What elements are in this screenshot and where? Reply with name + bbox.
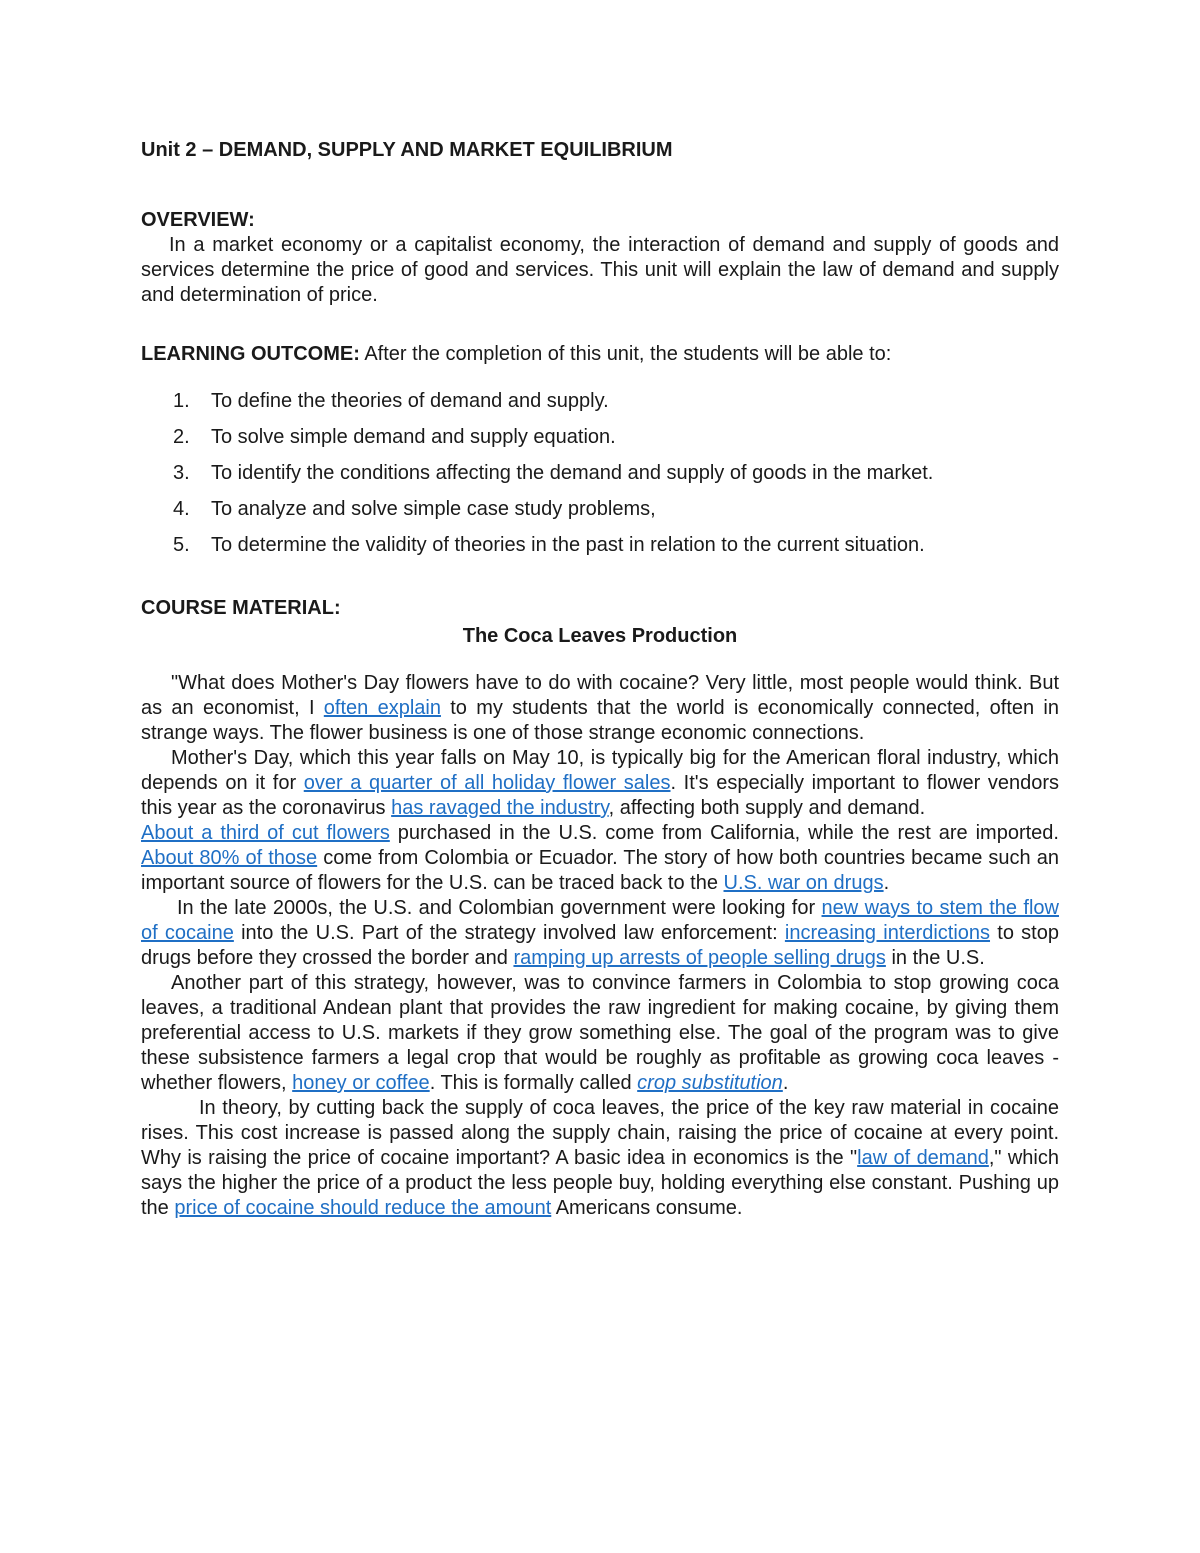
paragraph-text: In theory, by cutting back the supply of coca leaves, the price of the key raw material in cocaine rises. This cost increase is passed along the supply chain, raising the price of cocaine at every point. Why is raising the price of cocaine important? A basic idea in economics is the " [141, 1097, 1059, 1169]
paragraph-2 [141, 746, 1059, 821]
paragraph-1 [141, 671, 1059, 746]
paragraph-text: Mother's Day, which this year falls on May 10, is typically big for the American floral industry, which depends on it for [141, 747, 1059, 794]
link-stem-flow-of-cocaine[interactable]: new ways to stem the flow of cocaine [141, 897, 1059, 944]
list-item [141, 455, 1059, 491]
link-often-explain[interactable]: often explain [323, 697, 441, 719]
link-price-of-cocaine[interactable]: price of cocaine should reduce the amount [174, 1197, 552, 1219]
paragraph-text: "What does Mother's Day flowers have to do with cocaine? Very little, most people would think. But as an economist, I [141, 672, 1059, 719]
link-increasing-interdictions[interactable]: increasing interdictions [784, 922, 991, 944]
paragraph-text: . [883, 872, 890, 894]
overview-text: In a market economy or a capitalist economy, the interaction of demand and supply of goods and services determine the price of good and services. This unit will explain the law of demand and supply and determination of price. [141, 234, 1059, 306]
document-page [141, 137, 1059, 1221]
list-item-number: 2. [173, 426, 190, 448]
paragraph-4 [141, 896, 1059, 971]
list-item [141, 383, 1059, 419]
course-material-heading: COURSE MATERIAL: [141, 597, 341, 619]
list-item-text: To analyze and solve simple case study problems, [211, 498, 656, 520]
story-title: The Coca Leaves Production [462, 625, 738, 647]
paragraph-text: , affecting both supply and demand. [608, 797, 926, 819]
learning-outcome-list [141, 383, 1059, 563]
paragraph-text: come from Colombia or Ecuador. The story of how both countries became such an important source of flowers for the U.S. can be traced back to the [141, 847, 1059, 894]
paragraph-6 [141, 1096, 1059, 1221]
learning-outcome [141, 342, 1059, 367]
paragraph-text: purchased in the U.S. come from California, while the rest are imported. [389, 822, 1059, 844]
paragraph-text: . It's especially important to flower vendors this year as the coronavirus [141, 772, 1059, 819]
link-crop-substitution[interactable]: crop substitution [637, 1072, 783, 1094]
paragraph-text: ," which says the higher the price of a product the less people buy, holding everything else constant. Pushing up the [141, 1147, 1059, 1219]
unit-title: Unit 2 – DEMAND, SUPPLY AND MARKET EQUILIBRIUM [141, 139, 673, 161]
list-item-number: 5. [173, 534, 190, 556]
list-item-text: To identify the conditions affecting the demand and supply of goods in the market. [211, 462, 934, 484]
list-item [141, 527, 1059, 563]
list-item-number: 3. [173, 462, 190, 484]
link-holiday-flower-sales[interactable]: over a quarter of all holiday flower sales [303, 772, 671, 794]
link-80-percent[interactable]: About 80% of those [141, 847, 318, 869]
link-ravaged-industry[interactable]: has ravaged the industry [391, 797, 609, 819]
paragraph-text: . [782, 1072, 789, 1094]
learning-outcome-intro: After the completion of this unit, the students will be able to: [359, 343, 892, 365]
list-item-text: To solve simple demand and supply equation. [211, 426, 616, 448]
paragraph-3 [141, 821, 1059, 896]
link-honey-or-coffee[interactable]: honey or coffee [292, 1072, 430, 1094]
paragraph-5 [141, 971, 1059, 1096]
paragraph-text: into the U.S. Part of the strategy involved law enforcement: [233, 922, 785, 944]
paragraph-text: Americans consume. [551, 1197, 743, 1219]
link-war-on-drugs[interactable]: U.S. war on drugs [723, 872, 884, 894]
list-item-text: To determine the validity of theories in the past in relation to the current situation. [211, 534, 925, 556]
paragraph-text: in the U.S. [885, 947, 985, 969]
paragraph-text: to stop drugs before they crossed the border and [141, 922, 1059, 969]
list-item [141, 491, 1059, 527]
overview-heading: OVERVIEW: [141, 209, 255, 231]
paragraph-text: In the late 2000s, the U.S. and Colombian government were looking for [177, 897, 822, 919]
paragraph-text: to my students that the world is economically connected, often in strange ways. The flower business is one of those strange economic connections. [141, 697, 1059, 744]
paragraph-text: . This is formally called [429, 1072, 638, 1094]
learning-outcome-heading: LEARNING OUTCOME: [141, 343, 360, 365]
link-law-of-demand[interactable]: law of demand [857, 1147, 989, 1169]
list-item-number: 4. [173, 498, 190, 520]
paragraph-text: Another part of this strategy, however, was to convince farmers in Colombia to stop growing coca leaves, a traditional Andean plant that provides the raw ingredient for making cocaine, by giving them preferential access to U.S. markets if they grow something else. The goal of the program was to give these subsistence farmers a legal crop that would be roughly as profitable as growing coca leaves - whether flowers, [141, 972, 1059, 1094]
list-item-text: To define the theories of demand and supply. [211, 390, 609, 412]
list-item-number: 1. [173, 390, 190, 412]
list-item [141, 419, 1059, 455]
link-ramping-up-arrests[interactable]: ramping up arrests of people selling drugs [513, 947, 886, 969]
link-third-of-cut-flowers[interactable]: About a third of cut flowers [141, 822, 390, 844]
